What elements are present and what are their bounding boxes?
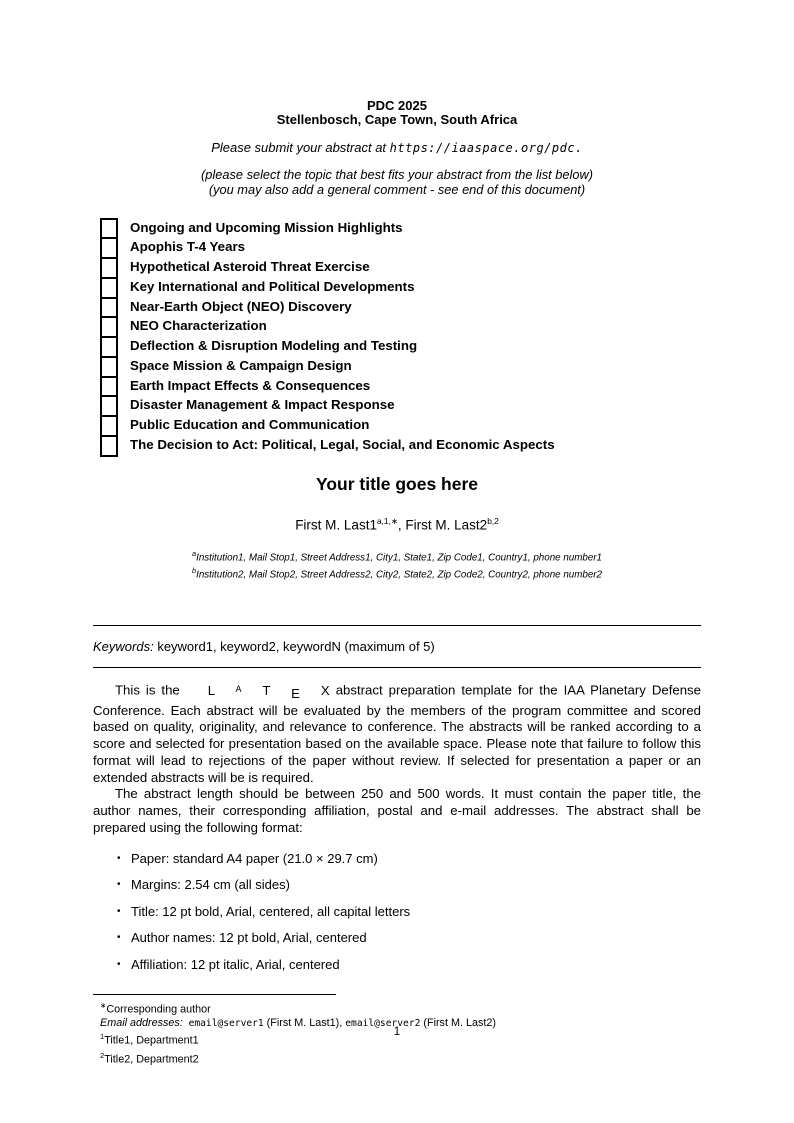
header-notes	[93, 167, 701, 197]
email-addresses-label: Email addresses:	[100, 1016, 183, 1029]
author-2-superscript: b,2	[487, 515, 499, 526]
checkbox-column	[100, 218, 118, 457]
topic-label: Disaster Management & Impact Response	[130, 397, 395, 413]
topic-label: Deflection & Disruption Modeling and Testing	[130, 338, 418, 354]
author-separator: ,	[397, 517, 406, 533]
list-item	[117, 903, 701, 920]
topic-label-column	[130, 218, 555, 457]
list-item-text: Title: 12 pt bold, Arial, centered, all capital letters	[131, 903, 411, 919]
paper-title: Your title goes here	[315, 473, 479, 494]
topic-label: The Decision to Act: Political, Legal, Social, and Economic Aspects	[130, 436, 555, 452]
abstract-intro-paragraph	[93, 681, 701, 786]
list-item-text: Paper: standard A4 paper (21.0 × 29.7 cm)	[131, 850, 378, 866]
topic-label: Public Education and Communication	[130, 417, 370, 433]
affiliation-block	[93, 548, 701, 581]
conference-name: PDC 2025	[367, 98, 427, 113]
keywords-label: Keywords:	[93, 639, 154, 655]
topic-label: Apophis T-4 Years	[130, 239, 246, 255]
author-1-name: First M. Last1	[295, 517, 377, 533]
corresponding-author-footnote: ∗Corresponding author	[100, 1000, 211, 1016]
email-address-2: email@server2	[345, 1017, 421, 1029]
topic-label: Earth Impact Effects & Consequences	[130, 377, 371, 393]
format-requirements-list	[93, 850, 701, 973]
affiliation-1	[93, 548, 701, 565]
document-page	[93, 0, 701, 1123]
bullet-icon: •	[117, 879, 121, 891]
bullet-icon: •	[117, 905, 121, 917]
topic-label: Ongoing and Upcoming Mission Highlights	[130, 219, 403, 235]
topic-select-note: (please select the topic that best fits your abstract from the list below)	[201, 166, 593, 182]
author-line	[93, 513, 701, 534]
list-item	[117, 876, 701, 893]
keywords-text: keyword1, keyword2, keywordN (maximum of 5)	[153, 639, 435, 655]
list-item-text: Author names: 12 pt bold, Arial, centered	[131, 930, 367, 946]
general-comment-note: (you may also add a general comment - see end of this document)	[208, 181, 586, 197]
bullet-icon: •	[117, 932, 121, 944]
topic-checkbox[interactable]	[100, 395, 118, 417]
topic-checkbox[interactable]	[100, 218, 118, 240]
author-2-name: First M. Last2	[405, 517, 488, 533]
topic-checkbox[interactable]	[100, 277, 118, 299]
bullet-icon: •	[117, 852, 121, 864]
topic-checkbox[interactable]	[100, 376, 118, 398]
topic-label: Near-Earth Object (NEO) Discovery	[130, 298, 352, 314]
conference-location: Stellenbosch, Cape Town, South Africa	[276, 111, 518, 127]
keywords-section	[93, 625, 701, 668]
footnote-divider	[93, 994, 336, 995]
topic-checkbox[interactable]	[100, 257, 118, 279]
document-header	[93, 0, 701, 197]
topic-label: Hypothetical Asteroid Threat Exercise	[130, 259, 370, 275]
topic-checklist	[93, 218, 701, 457]
list-item	[117, 850, 701, 867]
submit-url-link[interactable]: https://iaaspace.org/pdc.	[389, 140, 583, 155]
topic-checkbox[interactable]	[100, 316, 118, 338]
topic-checkbox[interactable]	[100, 435, 118, 457]
list-item-text: Margins: 2.54 cm (all sides)	[131, 877, 290, 893]
paragraph-text: abstract preparation template for the IAA Planetary Defense Conference. Each abstract will be evaluated by the members of the program committee and scored based on quality, originality, and relevance to conference. The abstracts will be ranked according to a score and selected for presentation based on the available space. Please note that failure to follow this format will lead to rejections of the paper without review. If selected for presentation a paper or an extended abstracts will be is required.	[93, 682, 701, 785]
topic-checkbox[interactable]	[100, 415, 118, 437]
topic-checkbox[interactable]	[100, 336, 118, 358]
submit-instruction-text: Please submit your abstract at	[211, 139, 390, 155]
email-address-1: email@server1	[182, 1017, 264, 1029]
list-item	[117, 929, 701, 946]
topic-label: Key International and Political Developments	[130, 278, 415, 294]
footnote-2-marker: 2	[100, 1050, 105, 1060]
topic-checkbox[interactable]	[100, 297, 118, 319]
affiliation-1-marker: a	[192, 549, 197, 559]
email-1-owner: (First M. Last1),	[263, 1016, 346, 1029]
topic-label: NEO Characterization	[130, 318, 267, 334]
author-2-title-footnote: $^2$Title2, Department2	[100, 1050, 199, 1066]
submit-instruction	[93, 140, 701, 156]
bullet-icon: •	[117, 958, 121, 970]
affiliation-2	[93, 565, 701, 582]
abstract-length-paragraph: The abstract length should be between 250 and 500 words. It must contain the paper title, the author names, their corresponding affiliation, postal and e-mail addresses. The abstract shall be prepared using the following format:	[93, 786, 701, 835]
topic-checkbox[interactable]	[100, 237, 118, 259]
author-1-title-footnote: $^1$Title1, Department1	[100, 1032, 199, 1047]
footnote-1-marker: 1	[100, 1032, 105, 1042]
affiliation-2-marker: b	[192, 565, 197, 575]
email-2-owner: (First M. Last2)	[420, 1016, 496, 1029]
latex-logo: L A T E X	[207, 682, 330, 701]
footnote-star-marker: ∗	[100, 1000, 107, 1010]
paragraph-text: This is the	[115, 682, 186, 698]
page-number: 1	[393, 1026, 401, 1038]
topic-checkbox[interactable]	[100, 356, 118, 378]
list-item-text: Affiliation: 12 pt italic, Arial, centered	[131, 956, 340, 972]
author-1-superscript: a,1,∗	[376, 515, 398, 526]
topic-label: Space Mission & Campaign Design	[130, 357, 352, 373]
list-item	[117, 956, 701, 973]
affiliation-2-text: Institution2, Mail Stop2, Street Address2, City2, State2, Zip Code2, Country2, phone number2	[196, 569, 602, 581]
affiliation-1-text: Institution1, Mail Stop1, Street Address1, City1, State1, Zip Code1, Country1, phone number1	[196, 552, 602, 564]
